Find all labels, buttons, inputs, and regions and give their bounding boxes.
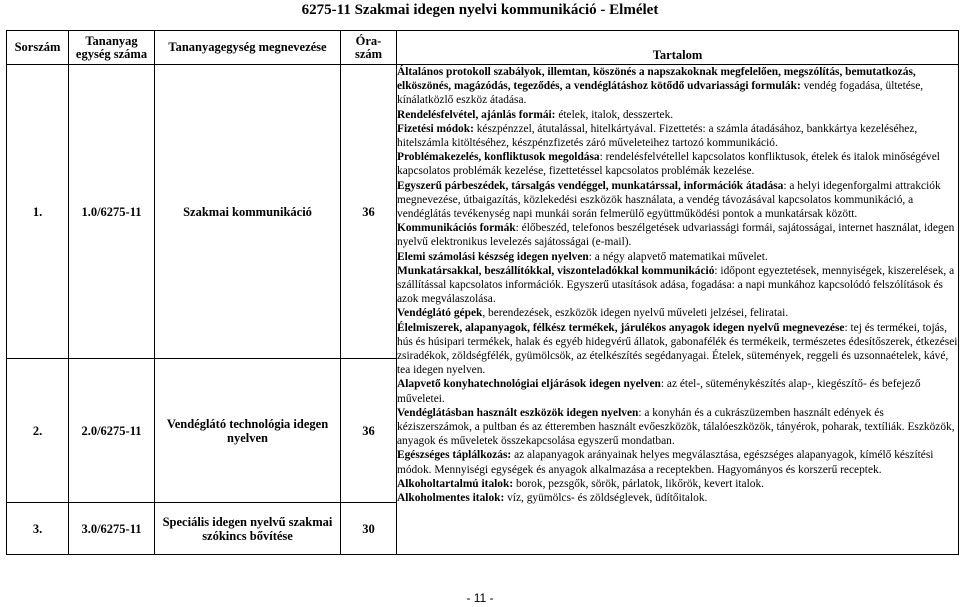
row-hours: 36 bbox=[341, 65, 397, 359]
table-header-row bbox=[7, 31, 959, 65]
content-label: Elemi számolási készség idegen nyelven bbox=[397, 250, 589, 263]
content-text: borok, pezsgők, sörök, párlatok, likőrök, kevert italok. bbox=[513, 477, 764, 490]
content-paragraph bbox=[397, 221, 958, 249]
content-paragraph bbox=[397, 448, 958, 476]
row-code: 2.0/6275-11 bbox=[69, 359, 155, 503]
content-text: , berendezések, eszközök idegen nyelvű műveleti jelzései, feliratai. bbox=[482, 307, 789, 320]
content-paragraph bbox=[397, 250, 958, 264]
content-label: Vendéglátásban használt eszközök idegen nyelven bbox=[397, 406, 639, 419]
row-sorszam: 3. bbox=[7, 503, 69, 555]
content-paragraph bbox=[397, 264, 958, 307]
page-number: - 11 - bbox=[466, 591, 494, 605]
content-label: Egészséges táplálkozás: bbox=[397, 449, 512, 462]
content-text: az alapanyagok arányainak helyes megválasztása, egészséges alapanyagok, kímélő készítési módok. Mennyiségi egységek és anyagok alkalmazása a receptekben. Hagyományos és korszerű receptek. bbox=[397, 449, 934, 476]
content-label: Problémakezelés, konfliktusok megoldása bbox=[397, 151, 600, 164]
row-sorszam: 1. bbox=[7, 65, 69, 359]
content-paragraph bbox=[397, 150, 958, 178]
header-oraszam bbox=[341, 31, 397, 65]
document-title: 6275-11 Szakmai idegen nyelvi kommunikáció - Elmélet bbox=[301, 2, 659, 18]
content-text: : az étel-, süteménykészítés alap-, kiegészítő- és befejező műveletei. bbox=[397, 378, 921, 405]
content-paragraph bbox=[397, 306, 958, 320]
content-paragraph bbox=[397, 477, 958, 491]
content-text: készpénzzel, átutalással, hitelkártyával. Fizettetés: a számla átadásához, bankkártya kezeléséhez, hitelszámla kitöltéséhez, készpénzfizetés záró műveleteihez tartozó kommunikáció. bbox=[397, 122, 918, 150]
header-tananyag-line2: egység száma bbox=[75, 46, 148, 61]
content-text: : a konyhán és a cukrászüzemben használt edények és kéziszerszámok, a pultban és az étteremben használt evőeszközök, tálalóeszközök, tányérok, poharak, textíliák. Eszközök, anyagok és műveletek összekapcsolása egyszerű mondatban. bbox=[397, 406, 955, 448]
curriculum-table bbox=[6, 30, 959, 555]
row-code: 1.0/6275-11 bbox=[69, 65, 155, 359]
content-text: : tej és termékei, tojás, hús és húsipari termékek, halak és egyéb hidegvérű állatok, gabonafélék és termékeik, természetes édesítőszerek, étkezései zsiradékok, zöldségfélék, gyümölcsök, az ételkészítés segédanyagai. Ételek, sütemények, reggeli és uzsonnaételek, kávé, tea idegen nyelven. bbox=[397, 321, 958, 377]
row-name: Szakmai kommunikáció bbox=[155, 65, 341, 359]
content-text: víz, gyümölcs- és zöldséglevek, üdítőitalok. bbox=[504, 492, 708, 505]
content-paragraph bbox=[397, 377, 958, 405]
content-text: : élőbeszéd, telefonos beszélgetések udvariassági formái, sajátosságai, internet használat, idegen nyelvű elektronikus levelezés sajátosságai (e-mail). bbox=[397, 222, 955, 249]
content-paragraph bbox=[397, 122, 958, 150]
content-cell bbox=[397, 65, 959, 555]
content-label: Általános protokoll szabályok, illemtan, köszönés a napszakoknak megfelelően, megszólítás, bemutatkozás, elköszönés, magázódás, tegeződés, a vendéglátáshoz kötődő udvariassági formulák: bbox=[397, 66, 916, 93]
content-label: Vendéglátó gépek bbox=[397, 307, 483, 320]
header-ora-line2: szám bbox=[354, 46, 383, 61]
content-paragraph bbox=[397, 65, 958, 108]
content-label: Egyszerű párbeszédek, társalgás vendéggel, munkatárssal, információk átadása bbox=[397, 179, 784, 192]
row-code: 3.0/6275-11 bbox=[69, 503, 155, 555]
content-paragraph bbox=[397, 491, 958, 505]
header-sorszam: Sorszám bbox=[7, 31, 69, 65]
row-name: Vendéglátó technológia idegen nyelven bbox=[155, 359, 341, 503]
content-paragraph bbox=[397, 321, 958, 378]
row-hours: 36 bbox=[341, 359, 397, 503]
header-ora-line1: Óra- bbox=[355, 33, 382, 48]
content-label: Alkoholtartalmú italok: bbox=[397, 477, 514, 490]
content-text: : a négy alapvető matematikai művelet. bbox=[588, 250, 768, 263]
header-tartalom: Tartalom bbox=[397, 31, 959, 65]
content-text: vendég fogadása, ültetése, kínálatközlő eszköz átadása. bbox=[397, 80, 924, 107]
content-label: Munkatársakkal, beszállítókkal, viszonteladókkal kommunikáció bbox=[397, 264, 715, 277]
table-row bbox=[7, 65, 959, 359]
content-label: Alkoholmentes italok: bbox=[397, 492, 505, 505]
header-megnevezes: Tananyagegység megnevezése bbox=[155, 31, 341, 65]
content-text: : időpont egyeztetések, mennyiségek, kiszerelések, a szállítással kapcsolatos információk. Egyszerű utasítások adása, fogadása: a napi munkához kapcsolódó felszólítások és azok megválaszolása. bbox=[397, 264, 955, 306]
content-label: Fizetési módok: bbox=[397, 122, 474, 135]
content-text: ételek, italok, desszertek. bbox=[555, 108, 674, 121]
row-hours: 30 bbox=[341, 503, 397, 555]
content-text: : a helyi idegenforgalmi attrakciók megnevezése, útbaigazítás, közlekedési eszközök használata, a vendég távozásával kapcsolatos kommunikáció, a vendéglátás tevékenység napi munkái során felmerülő együttműködési pontok a munkatársak között. bbox=[397, 179, 941, 221]
row-sorszam: 2. bbox=[7, 359, 69, 503]
content-label: Alapvető konyhatechnológiai eljárások idegen nyelven bbox=[397, 378, 661, 391]
content-text: : rendelésfelvétellel kapcsolatos konfliktusok, ételek és italok minőségével kapcsolatos problémák kezelése, fizettetéssel kapcsolatos problémák kezelése. bbox=[397, 151, 940, 178]
content-label: Rendelésfelvétel, ajánlás formái: bbox=[397, 108, 556, 121]
content-label: Élelmiszerek, alapanyagok, félkész termékek, járulékos anyagok idegen nyelvű megnevezése bbox=[397, 321, 845, 334]
header-tananyag bbox=[69, 31, 155, 65]
content-paragraph bbox=[397, 179, 958, 222]
content-label: Kommunikációs formák bbox=[397, 222, 516, 235]
content-paragraph bbox=[397, 108, 958, 122]
row-name: Speciális idegen nyelvű szakmai szókincs bővítése bbox=[155, 503, 341, 555]
content-paragraph bbox=[397, 406, 958, 449]
header-tananyag-line1: Tananyag bbox=[85, 33, 138, 48]
